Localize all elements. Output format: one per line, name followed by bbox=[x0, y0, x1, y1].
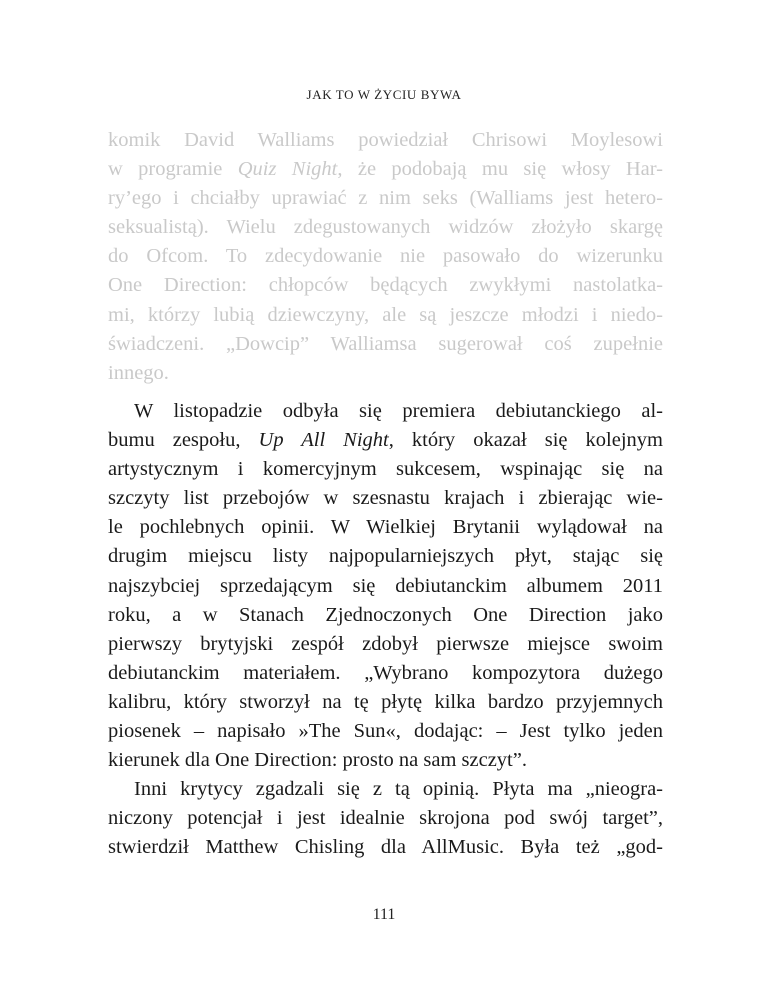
text-line: le pochlebnych opinii. W Wielkiej Brytanii wylądował na bbox=[108, 516, 663, 539]
text-line: roku, a w Stanach Zjednoczonych One Direction jako bbox=[108, 603, 663, 626]
running-head: JAK TO W ŻYCIU BYWA bbox=[306, 87, 462, 102]
text-line: artystycznym i komercyjnym sukcesem, wspinając się na bbox=[108, 458, 663, 481]
text-line: najszybciej sprzedającym się debiutanckim albumem 2011 bbox=[108, 574, 663, 597]
italic-title: Up All Night bbox=[258, 429, 389, 452]
italic-title: Quiz Night bbox=[237, 158, 338, 181]
text-line: pierwszy brytyjski zespół zdobył pierwsze miejsce swoim bbox=[108, 632, 663, 655]
text-line: w programie Quiz Night, że podobają mu się włosy Har- bbox=[108, 158, 663, 181]
text-line: One Direction: chłopców będących zwykłymi nastolatka- bbox=[108, 274, 663, 297]
page-number: 111 bbox=[372, 906, 396, 923]
text-line: Inni krytycy zgadzali się z tą opinią. Płyta ma „nieogra- bbox=[134, 778, 663, 801]
text-line: drugim miejscu listy najpopularniejszych płyt, stając się bbox=[108, 545, 663, 568]
text-line: komik David Walliams powiedział Chrisowi Moylesowi bbox=[108, 129, 663, 151]
text-line: niczony potencjał i jest idealnie skrojona pod swój target”, bbox=[108, 807, 663, 830]
faded-paragraph bbox=[108, 126, 663, 388]
text-line: ry’ego i chciałby uprawiać z nim seks (Walliams jest hetero- bbox=[108, 187, 663, 210]
text-line: innego. bbox=[108, 361, 169, 384]
text-line: szczyty list przebojów w szesnastu krajach i zbierając wie- bbox=[108, 487, 663, 510]
main-text bbox=[108, 397, 663, 863]
text-line: seksualistą). Wielu zdegustowanych widzów złożyło skargę bbox=[108, 216, 663, 239]
text-line: kalibru, który stworzył na tę płytę kilka bardzo przyjemnych bbox=[108, 690, 663, 713]
text-line: do Ofcom. To zdecydowanie nie pasowało do wizerunku bbox=[108, 245, 663, 268]
text-line: mi, którzy lubią dziewczyny, ale są jeszcze młodzi i niedo- bbox=[108, 303, 663, 326]
text-line: bumu zespołu, Up All Night, który okazał się kolejnym bbox=[108, 429, 663, 452]
text-line: piosenek – napisało »The Sun«, dodając: – Jest tylko jeden bbox=[108, 720, 663, 743]
text-line: debiutanckim materiałem. „Wybrano kompozytora dużego bbox=[108, 661, 663, 684]
text-line: W listopadzie odbyła się premiera debiutanckiego al- bbox=[134, 400, 663, 422]
text-line: kierunek dla One Direction: prosto na sam szczyt”. bbox=[108, 749, 527, 772]
text-line: świadczeni. „Dowcip” Walliamsa sugerował coś zupełnie bbox=[108, 332, 663, 355]
text-line: stwierdził Matthew Chisling dla AllMusic. Była też „god- bbox=[108, 836, 663, 859]
